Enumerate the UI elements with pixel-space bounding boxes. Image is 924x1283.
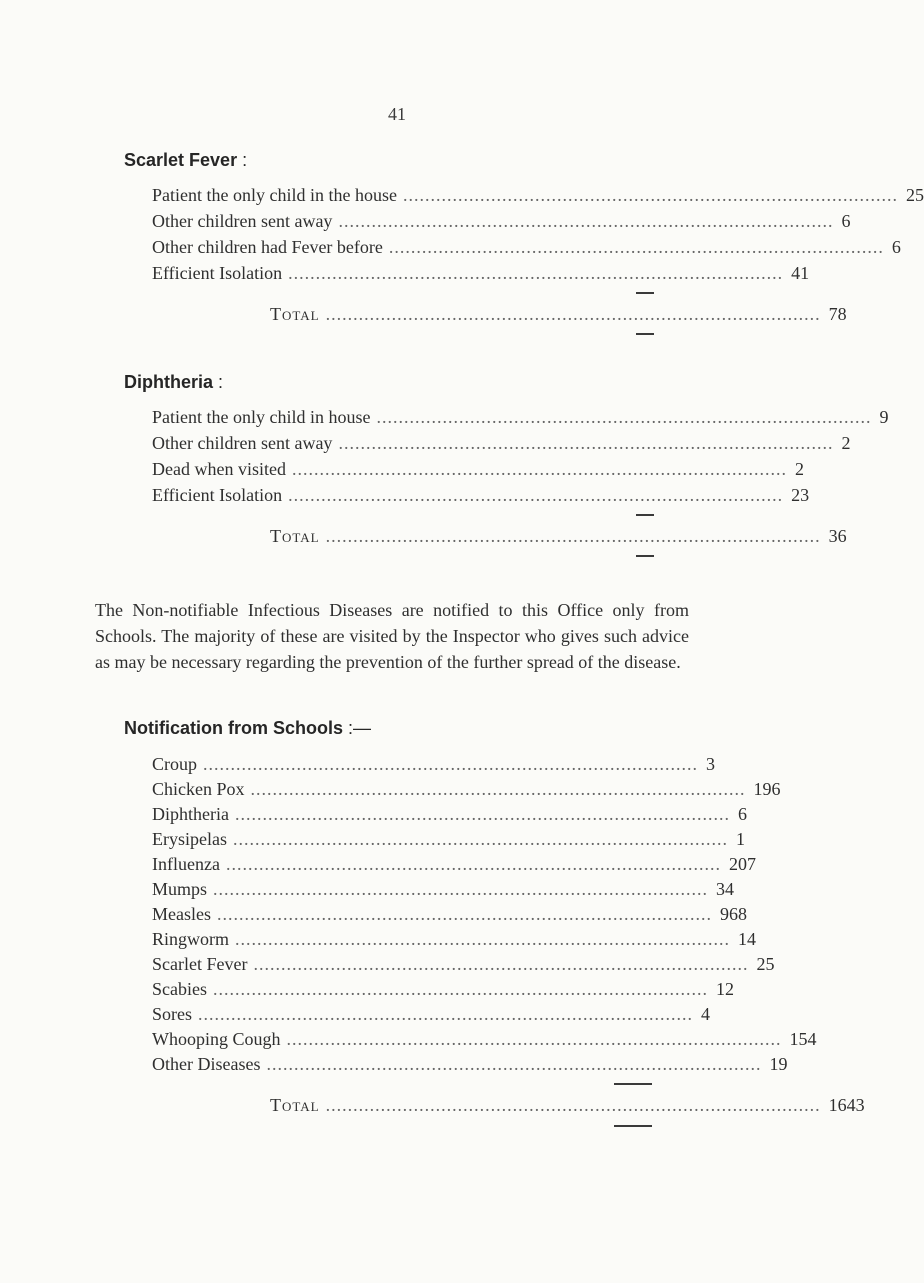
table-row: Diphtheria .......................................................................................... 6: [152, 801, 654, 827]
row-value: 4: [701, 1004, 710, 1024]
row-value: 6: [891, 237, 901, 257]
table-row: Measles .......................................................................................... 968: [152, 901, 654, 927]
row-value: 1: [735, 829, 745, 849]
row-value: 6: [841, 211, 851, 231]
sum-rule: [636, 514, 654, 516]
row-label: Other Diseases: [152, 1054, 261, 1074]
table-row: Erysipelas .......................................................................................... 1: [152, 826, 654, 852]
total-label: Total: [270, 526, 320, 546]
row-label: Patient the only child in the house: [152, 185, 397, 205]
total-underline: [614, 1125, 652, 1127]
row-value: 41: [791, 263, 810, 283]
table-row: Other Diseases .......................................................................................... 19: [152, 1051, 654, 1077]
row-value: 9: [879, 407, 889, 427]
table-row: Scabies .......................................................................................... 12: [152, 976, 654, 1002]
schools-heading: [124, 718, 371, 739]
diphtheria-heading-text: Diphtheria: [124, 372, 214, 392]
row-value: 34: [716, 879, 735, 899]
table-row: Croup .......................................................................................... 3: [152, 751, 654, 777]
scarlet-fever-heading: [124, 150, 247, 171]
row-label: Ringworm: [152, 929, 230, 949]
row-value: 23: [791, 485, 810, 505]
total-label: Total: [270, 1095, 320, 1115]
table-row: Patient the only child in the house .......................................................................................... 25: [152, 182, 654, 208]
row-value: 968: [719, 904, 747, 924]
table-row: Influenza .......................................................................................... 207: [152, 851, 654, 877]
table-row: Efficient Isolation .......................................................................................... 41: [152, 260, 654, 286]
page-number: 41: [388, 104, 406, 124]
table-row: Other children sent away .......................................................................................... 6: [152, 208, 654, 234]
row-label: Dead when visited: [152, 459, 286, 479]
total-label: Total: [270, 304, 320, 324]
row-label: Diphtheria: [152, 804, 229, 824]
total-underline: [636, 555, 654, 557]
table-row: Whooping Cough .......................................................................................... 154: [152, 1026, 654, 1052]
row-label: Other children sent away: [152, 211, 333, 231]
row-label: Other children sent away: [152, 433, 333, 453]
row-label: Efficient Isolation: [152, 485, 283, 505]
sum-rule: [614, 1083, 652, 1085]
table-row: Ringworm .......................................................................................... 14: [152, 926, 654, 952]
row-label: Whooping Cough: [152, 1029, 281, 1049]
row-value: 12: [715, 979, 734, 999]
table-row: Patient the only child in house .......................................................................................... 9: [152, 404, 654, 430]
row-label: Croup: [152, 754, 197, 774]
table-row: Scarlet Fever .......................................................................................... 25: [152, 951, 654, 977]
row-label: Mumps: [152, 879, 208, 899]
row-label: Other children had Fever before: [152, 237, 383, 257]
row-label: Influenza: [152, 854, 220, 874]
row-value: 3: [706, 754, 715, 774]
table-row: Mumps .......................................................................................... 34: [152, 876, 654, 902]
row-value: 25: [756, 954, 775, 974]
total-value: 78: [828, 304, 847, 324]
total-row: Total .......................................................................................... 36: [270, 523, 654, 549]
table-row: Efficient Isolation .......................................................................................... 23: [152, 482, 654, 508]
row-label: Erysipelas: [152, 829, 227, 849]
sum-rule: [636, 292, 654, 294]
row-label: Efficient Isolation: [152, 263, 283, 283]
table-row: Chicken Pox .......................................................................................... 196: [152, 776, 654, 802]
table-row: Other children had Fever before .......................................................................................... 6: [152, 234, 654, 260]
row-value: 2: [794, 459, 804, 479]
row-value: 14: [738, 929, 757, 949]
total-row: Total .......................................................................................... 78: [270, 301, 654, 327]
table-row: Other children sent away .......................................................................................... 2: [152, 430, 654, 456]
row-value: 25: [905, 185, 924, 205]
row-value: 2: [841, 433, 851, 453]
table-row: Sores .......................................................................................... 4: [152, 1001, 654, 1027]
row-label: Measles: [152, 904, 211, 924]
body-paragraph: The Non-notifiable Infectious Diseases are notified to this Office only from Schools. The majority of these are visited by the Inspector who gives such advice as may be necessary regarding the prevention of the further spread of the disease.: [95, 600, 689, 672]
diphtheria-heading-suffix: :: [213, 372, 224, 392]
total-underline: [636, 333, 654, 335]
table-row: Dead when visited .......................................................................................... 2: [152, 456, 654, 482]
row-value: 19: [769, 1054, 788, 1074]
row-value: 154: [789, 1029, 817, 1049]
row-label: Chicken Pox: [152, 779, 245, 799]
row-value: 207: [728, 854, 756, 874]
total-value: 1643: [828, 1095, 865, 1115]
row-value: 6: [737, 804, 747, 824]
diphtheria-heading: [124, 372, 223, 393]
schools-heading-suffix: :—: [343, 718, 372, 738]
row-label: Sores: [152, 1004, 192, 1024]
row-value: 196: [753, 779, 781, 799]
total-row: Total .......................................................................................... 1643: [270, 1092, 654, 1118]
row-label: Patient the only child in house: [152, 407, 371, 427]
scarlet-fever-heading-suffix: :: [237, 150, 248, 170]
row-label: Scabies: [152, 979, 207, 999]
row-label: Scarlet Fever: [152, 954, 248, 974]
total-value: 36: [828, 526, 847, 546]
schools-heading-text: Notification from Schools: [124, 718, 344, 738]
scarlet-fever-heading-text: Scarlet Fever: [124, 150, 238, 170]
